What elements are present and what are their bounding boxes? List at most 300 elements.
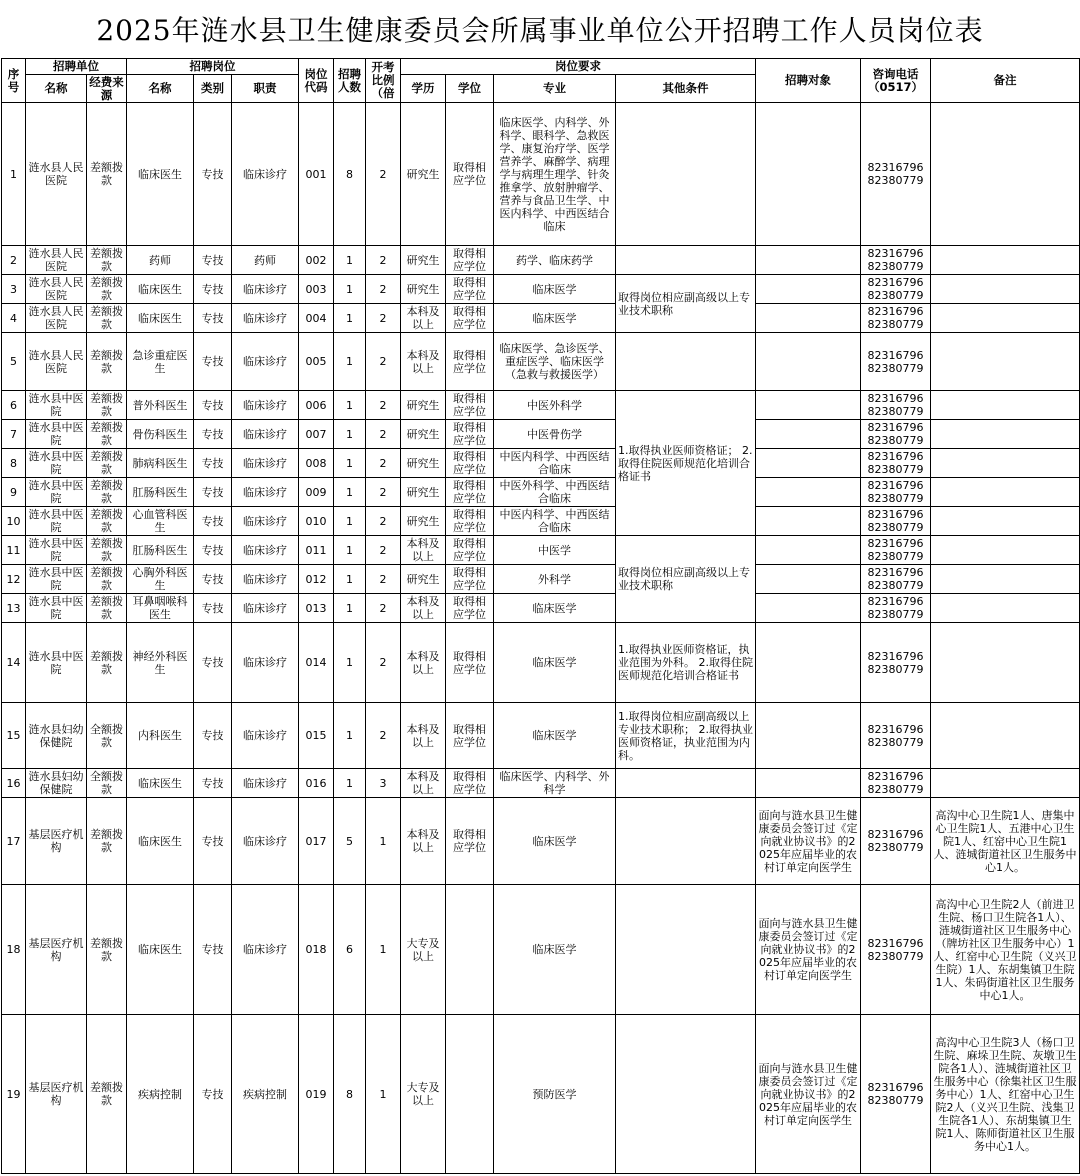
table-row	[2, 478, 1080, 507]
row-note	[931, 391, 1080, 420]
row-unit: 涟水县中医院	[26, 507, 87, 536]
row-seq: 17	[2, 798, 26, 885]
row-major: 临床医学、急诊医学、重症医学、临床医学（急救与救援医学）	[494, 333, 616, 391]
row-duty: 临床诊疗	[232, 333, 299, 391]
row-duty: 临床诊疗	[232, 275, 299, 304]
row-major: 中医学	[494, 536, 616, 565]
row-ratio: 2	[366, 333, 401, 391]
row-note: 高沟中心卫生院1人、唐集中心卫生院1人、五港中心卫生院1人、红窑中心卫生院1人、涟城街道社区卫生服务中心1人。	[931, 798, 1080, 885]
row-duty: 临床诊疗	[232, 769, 299, 798]
row-seq: 9	[2, 478, 26, 507]
row-ratio: 2	[366, 594, 401, 623]
row-other-conditions: 取得岗位相应副高级以上专业技术职称	[616, 275, 756, 333]
row-code: 005	[299, 333, 334, 391]
row-phone: 82316796 82380779	[861, 769, 931, 798]
row-type: 专技	[194, 798, 232, 885]
row-ratio: 2	[366, 478, 401, 507]
row-target: 面向与涟水县卫生健康委员会签订过《定向就业协议书》的2025年应届毕业的农村订单定向医学生	[756, 885, 861, 1015]
header-unit-name: 名称	[26, 75, 87, 103]
row-code: 002	[299, 246, 334, 275]
row-count: 1	[334, 565, 366, 594]
row-phone: 82316796 82380779	[861, 449, 931, 478]
row-major: 外科学	[494, 565, 616, 594]
row-count: 5	[334, 798, 366, 885]
row-note	[931, 333, 1080, 391]
row-post: 肛肠科医生	[127, 478, 194, 507]
row-unit: 涟水县妇幼保健院	[26, 703, 87, 769]
row-major: 预防医学	[494, 1015, 616, 1174]
row-count: 1	[334, 449, 366, 478]
row-unit: 涟水县中医院	[26, 594, 87, 623]
row-post: 急诊重症医生	[127, 333, 194, 391]
row-ratio: 2	[366, 536, 401, 565]
row-education: 本科及以上	[401, 769, 446, 798]
row-education: 研究生	[401, 507, 446, 536]
row-target	[756, 304, 861, 333]
row-unit: 涟水县中医院	[26, 536, 87, 565]
table-row	[2, 885, 1080, 1015]
row-funding: 全额拨款	[87, 703, 127, 769]
table-row	[2, 420, 1080, 449]
row-degree: 取得相应学位	[446, 507, 494, 536]
row-code: 009	[299, 478, 334, 507]
header-post-type: 类别	[194, 75, 232, 103]
row-seq: 13	[2, 594, 26, 623]
header-ratio: 开考比例（倍	[366, 59, 401, 103]
row-target	[756, 536, 861, 565]
row-note	[931, 275, 1080, 304]
table-row	[2, 103, 1080, 246]
row-degree	[446, 1015, 494, 1174]
table-row	[2, 769, 1080, 798]
row-note	[931, 703, 1080, 769]
row-target	[756, 449, 861, 478]
table-row	[2, 333, 1080, 391]
row-seq: 12	[2, 565, 26, 594]
row-code: 014	[299, 623, 334, 703]
row-funding: 差额拨款	[87, 391, 127, 420]
row-target	[756, 703, 861, 769]
row-type: 专技	[194, 507, 232, 536]
row-type: 专技	[194, 1015, 232, 1174]
row-phone: 82316796 82380779	[861, 565, 931, 594]
row-degree: 取得相应学位	[446, 103, 494, 246]
row-type: 专技	[194, 478, 232, 507]
row-type: 专技	[194, 275, 232, 304]
row-phone: 82316796 82380779	[861, 420, 931, 449]
row-duty: 药师	[232, 246, 299, 275]
row-funding: 差额拨款	[87, 885, 127, 1015]
row-phone: 82316796 82380779	[861, 798, 931, 885]
row-code: 015	[299, 703, 334, 769]
row-degree: 取得相应学位	[446, 565, 494, 594]
row-ratio: 2	[366, 507, 401, 536]
row-unit: 涟水县中医院	[26, 565, 87, 594]
row-ratio: 2	[366, 103, 401, 246]
row-degree: 取得相应学位	[446, 304, 494, 333]
row-education: 研究生	[401, 420, 446, 449]
row-seq: 1	[2, 103, 26, 246]
row-other-conditions: 1.取得执业医师资格证，执业范围为外科。 2.取得住院医师规范化培训合格证书	[616, 623, 756, 703]
row-ratio: 2	[366, 304, 401, 333]
row-degree: 取得相应学位	[446, 333, 494, 391]
row-post: 心血管科医生	[127, 507, 194, 536]
row-duty: 临床诊疗	[232, 798, 299, 885]
row-count: 1	[334, 275, 366, 304]
row-education: 研究生	[401, 391, 446, 420]
row-education: 研究生	[401, 478, 446, 507]
row-type: 专技	[194, 391, 232, 420]
row-post: 肺病科医生	[127, 449, 194, 478]
header-duty: 职责	[232, 75, 299, 103]
row-major: 临床医学	[494, 885, 616, 1015]
row-code: 003	[299, 275, 334, 304]
row-count: 1	[334, 391, 366, 420]
row-seq: 11	[2, 536, 26, 565]
row-type: 专技	[194, 449, 232, 478]
page-title: 2025年涟水县卫生健康委员会所属事业单位公开招聘工作人员岗位表	[96, 14, 984, 47]
row-post: 心胸外科医生	[127, 565, 194, 594]
row-major: 临床医学、内科学、外科学	[494, 769, 616, 798]
row-note	[931, 246, 1080, 275]
header-other: 其他条件	[616, 75, 756, 103]
row-post: 临床医生	[127, 885, 194, 1015]
header-unit-group: 招聘单位	[26, 59, 127, 75]
table-row	[2, 304, 1080, 333]
row-education: 研究生	[401, 246, 446, 275]
row-unit: 涟水县人民医院	[26, 333, 87, 391]
row-other-conditions	[616, 798, 756, 885]
row-major: 中医内科学、中西医结合临床	[494, 449, 616, 478]
row-duty: 临床诊疗	[232, 478, 299, 507]
row-post: 耳鼻咽喉科医生	[127, 594, 194, 623]
row-funding: 差额拨款	[87, 1015, 127, 1174]
row-post: 普外科医生	[127, 391, 194, 420]
row-major: 临床医学	[494, 623, 616, 703]
row-major: 药学、临床药学	[494, 246, 616, 275]
table-row	[2, 565, 1080, 594]
row-phone: 82316796 82380779	[861, 103, 931, 246]
row-unit: 涟水县中医院	[26, 391, 87, 420]
row-education: 研究生	[401, 565, 446, 594]
row-code: 001	[299, 103, 334, 246]
row-duty: 临床诊疗	[232, 391, 299, 420]
row-ratio: 1	[366, 798, 401, 885]
row-type: 专技	[194, 333, 232, 391]
row-other-conditions	[616, 333, 756, 391]
row-target: 面向与涟水县卫生健康委员会签订过《定向就业协议书》的2025年应届毕业的农村订单定向医学生	[756, 798, 861, 885]
row-seq: 7	[2, 420, 26, 449]
row-count: 1	[334, 594, 366, 623]
row-ratio: 1	[366, 885, 401, 1015]
row-phone: 82316796 82380779	[861, 246, 931, 275]
row-note	[931, 565, 1080, 594]
header-req-group: 岗位要求	[401, 59, 756, 75]
row-post: 药师	[127, 246, 194, 275]
row-funding: 差额拨款	[87, 304, 127, 333]
row-phone: 82316796 82380779	[861, 507, 931, 536]
table-row	[2, 275, 1080, 304]
row-major: 临床医学、内科学、外科学、眼科学、急救医学、康复治疗学、医学营养学、麻醉学、病理学与病理生理学、针灸推拿学、放射肿瘤学、营养与食品卫生学、中医内科学、中西医结合临床	[494, 103, 616, 246]
row-post: 内科医生	[127, 703, 194, 769]
row-funding: 差额拨款	[87, 246, 127, 275]
row-count: 1	[334, 420, 366, 449]
row-degree: 取得相应学位	[446, 275, 494, 304]
row-target	[756, 103, 861, 246]
header-major: 专业	[494, 75, 616, 103]
row-count: 1	[334, 703, 366, 769]
row-target	[756, 246, 861, 275]
row-code: 012	[299, 565, 334, 594]
row-education: 大专及以上	[401, 1015, 446, 1174]
row-type: 专技	[194, 703, 232, 769]
row-note: 高沟中心卫生院3人（杨口卫生院、麻垛卫生院、灰墩卫生院各1人）、涟城街道社区卫生服务中心（徐集社区卫生服务中心）1人、红窑中心卫生院2人（义兴卫生院、浅集卫生院各1人）、东胡集镇卫生院1人、陈师街道社区卫生服务中心1人。	[931, 1015, 1080, 1174]
table-row	[2, 623, 1080, 703]
row-code: 016	[299, 769, 334, 798]
row-target	[756, 594, 861, 623]
table-row	[2, 391, 1080, 420]
row-seq: 4	[2, 304, 26, 333]
row-other-conditions	[616, 1015, 756, 1174]
row-note	[931, 507, 1080, 536]
row-type: 专技	[194, 246, 232, 275]
row-education: 研究生	[401, 103, 446, 246]
row-ratio: 2	[366, 565, 401, 594]
row-education: 本科及以上	[401, 333, 446, 391]
row-target	[756, 275, 861, 304]
row-code: 018	[299, 885, 334, 1015]
row-note	[931, 769, 1080, 798]
row-duty: 疾病控制	[232, 1015, 299, 1174]
row-count: 8	[334, 103, 366, 246]
row-ratio: 2	[366, 623, 401, 703]
row-code: 004	[299, 304, 334, 333]
row-duty: 临床诊疗	[232, 536, 299, 565]
row-note	[931, 103, 1080, 246]
row-count: 1	[334, 304, 366, 333]
row-other-conditions	[616, 246, 756, 275]
row-post: 临床医生	[127, 275, 194, 304]
row-count: 1	[334, 333, 366, 391]
row-other-conditions	[616, 769, 756, 798]
row-seq: 14	[2, 623, 26, 703]
row-education: 本科及以上	[401, 623, 446, 703]
row-post: 疾病控制	[127, 1015, 194, 1174]
header-seq: 序号	[2, 59, 26, 103]
row-code: 019	[299, 1015, 334, 1174]
row-degree: 取得相应学位	[446, 478, 494, 507]
row-degree: 取得相应学位	[446, 246, 494, 275]
row-post: 肛肠科医生	[127, 536, 194, 565]
row-target	[756, 333, 861, 391]
row-note	[931, 420, 1080, 449]
row-duty: 临床诊疗	[232, 507, 299, 536]
row-post: 临床医生	[127, 798, 194, 885]
row-other-conditions: 1.取得执业医师资格证； 2.取得住院医师规范化培训合格证书	[616, 391, 756, 536]
row-phone: 82316796 82380779	[861, 594, 931, 623]
table-row	[2, 594, 1080, 623]
row-ratio: 2	[366, 449, 401, 478]
row-unit: 涟水县中医院	[26, 478, 87, 507]
table-row	[2, 449, 1080, 478]
row-count: 8	[334, 1015, 366, 1174]
table-row	[2, 798, 1080, 885]
row-count: 6	[334, 885, 366, 1015]
row-major: 临床医学	[494, 703, 616, 769]
row-major: 临床医学	[494, 304, 616, 333]
row-phone: 82316796 82380779	[861, 275, 931, 304]
row-other-conditions	[616, 103, 756, 246]
row-duty: 临床诊疗	[232, 594, 299, 623]
header-funding: 经费来源	[87, 75, 127, 103]
row-type: 专技	[194, 103, 232, 246]
row-code: 017	[299, 798, 334, 885]
row-duty: 临床诊疗	[232, 420, 299, 449]
row-funding: 差额拨款	[87, 507, 127, 536]
row-funding: 差额拨款	[87, 420, 127, 449]
row-major: 临床医学	[494, 798, 616, 885]
row-education: 大专及以上	[401, 885, 446, 1015]
row-education: 研究生	[401, 275, 446, 304]
row-count: 1	[334, 536, 366, 565]
row-code: 011	[299, 536, 334, 565]
row-note	[931, 449, 1080, 478]
header-education: 学历	[401, 75, 446, 103]
row-major: 中医内科学、中西医结合临床	[494, 507, 616, 536]
row-phone: 82316796 82380779	[861, 391, 931, 420]
row-note	[931, 478, 1080, 507]
row-ratio: 1	[366, 1015, 401, 1174]
row-major: 中医外科学、中西医结合临床	[494, 478, 616, 507]
row-phone: 82316796 82380779	[861, 623, 931, 703]
row-education: 本科及以上	[401, 703, 446, 769]
row-phone: 82316796 82380779	[861, 333, 931, 391]
row-other-conditions: 1.取得岗位相应副高级以上专业技术职称； 2.取得执业医师资格证，执业范围为内科。	[616, 703, 756, 769]
row-seq: 6	[2, 391, 26, 420]
header-code: 岗位代码	[299, 59, 334, 103]
row-ratio: 2	[366, 275, 401, 304]
header-note: 备注	[931, 59, 1080, 103]
row-post: 临床医生	[127, 769, 194, 798]
row-major: 临床医学	[494, 594, 616, 623]
row-note	[931, 623, 1080, 703]
table-row	[2, 507, 1080, 536]
row-phone: 82316796 82380779	[861, 885, 931, 1015]
row-duty: 临床诊疗	[232, 565, 299, 594]
table-row	[2, 246, 1080, 275]
row-funding: 差额拨款	[87, 103, 127, 246]
row-unit: 涟水县人民医院	[26, 304, 87, 333]
row-phone: 82316796 82380779	[861, 536, 931, 565]
row-note: 高沟中心卫生院2人（前进卫生院、杨口卫生院各1人）、涟城街道社区卫生服务中心（牌坊社区卫生服务中心）1人、红窑中心卫生院（义兴卫生院）1人、东胡集镇卫生院1人、朱码街道社区卫生服务中心1人。	[931, 885, 1080, 1015]
row-education: 本科及以上	[401, 798, 446, 885]
row-degree	[446, 885, 494, 1015]
row-seq: 19	[2, 1015, 26, 1174]
row-degree: 取得相应学位	[446, 391, 494, 420]
row-code: 006	[299, 391, 334, 420]
row-duty: 临床诊疗	[232, 449, 299, 478]
row-unit: 涟水县中医院	[26, 420, 87, 449]
row-ratio: 2	[366, 420, 401, 449]
row-funding: 差额拨款	[87, 275, 127, 304]
row-degree: 取得相应学位	[446, 769, 494, 798]
row-post: 骨伤科医生	[127, 420, 194, 449]
row-other-conditions: 取得岗位相应副高级以上专业技术职称	[616, 536, 756, 623]
row-degree: 取得相应学位	[446, 623, 494, 703]
row-funding: 差额拨款	[87, 536, 127, 565]
row-degree: 取得相应学位	[446, 594, 494, 623]
row-other-conditions	[616, 885, 756, 1015]
row-count: 1	[334, 478, 366, 507]
header-count: 招聘人数	[334, 59, 366, 103]
row-education: 本科及以上	[401, 594, 446, 623]
row-duty: 临床诊疗	[232, 703, 299, 769]
row-type: 专技	[194, 304, 232, 333]
row-unit: 涟水县人民医院	[26, 275, 87, 304]
table-row	[2, 536, 1080, 565]
row-type: 专技	[194, 769, 232, 798]
row-ratio: 2	[366, 391, 401, 420]
row-seq: 18	[2, 885, 26, 1015]
row-education: 本科及以上	[401, 536, 446, 565]
row-type: 专技	[194, 565, 232, 594]
row-degree: 取得相应学位	[446, 449, 494, 478]
row-duty: 临床诊疗	[232, 623, 299, 703]
row-unit: 涟水县人民医院	[26, 103, 87, 246]
row-seq: 5	[2, 333, 26, 391]
row-education: 研究生	[401, 449, 446, 478]
row-note	[931, 594, 1080, 623]
table-row	[2, 703, 1080, 769]
row-phone: 82316796 82380779	[861, 703, 931, 769]
row-note	[931, 536, 1080, 565]
row-degree: 取得相应学位	[446, 420, 494, 449]
row-type: 专技	[194, 623, 232, 703]
row-seq: 3	[2, 275, 26, 304]
row-degree: 取得相应学位	[446, 798, 494, 885]
row-funding: 全额拨款	[87, 769, 127, 798]
row-ratio: 2	[366, 246, 401, 275]
row-target	[756, 391, 861, 420]
row-funding: 差额拨款	[87, 478, 127, 507]
row-code: 013	[299, 594, 334, 623]
row-code: 008	[299, 449, 334, 478]
row-unit: 涟水县人民医院	[26, 246, 87, 275]
row-code: 010	[299, 507, 334, 536]
row-degree: 取得相应学位	[446, 703, 494, 769]
row-unit: 基层医疗机构	[26, 885, 87, 1015]
row-unit: 基层医疗机构	[26, 798, 87, 885]
row-count: 1	[334, 769, 366, 798]
row-post: 神经外科医生	[127, 623, 194, 703]
row-phone: 82316796 82380779	[861, 1015, 931, 1174]
row-type: 专技	[194, 536, 232, 565]
row-post: 临床医生	[127, 103, 194, 246]
row-count: 1	[334, 246, 366, 275]
row-seq: 15	[2, 703, 26, 769]
row-target	[756, 565, 861, 594]
row-funding: 差额拨款	[87, 449, 127, 478]
header-degree: 学位	[446, 75, 494, 103]
row-target	[756, 478, 861, 507]
row-seq: 10	[2, 507, 26, 536]
row-ratio: 3	[366, 769, 401, 798]
row-funding: 差额拨款	[87, 798, 127, 885]
header-phone: 咨询电话（0517）	[861, 59, 931, 103]
row-note	[931, 304, 1080, 333]
row-funding: 差额拨款	[87, 333, 127, 391]
row-unit: 涟水县中医院	[26, 449, 87, 478]
